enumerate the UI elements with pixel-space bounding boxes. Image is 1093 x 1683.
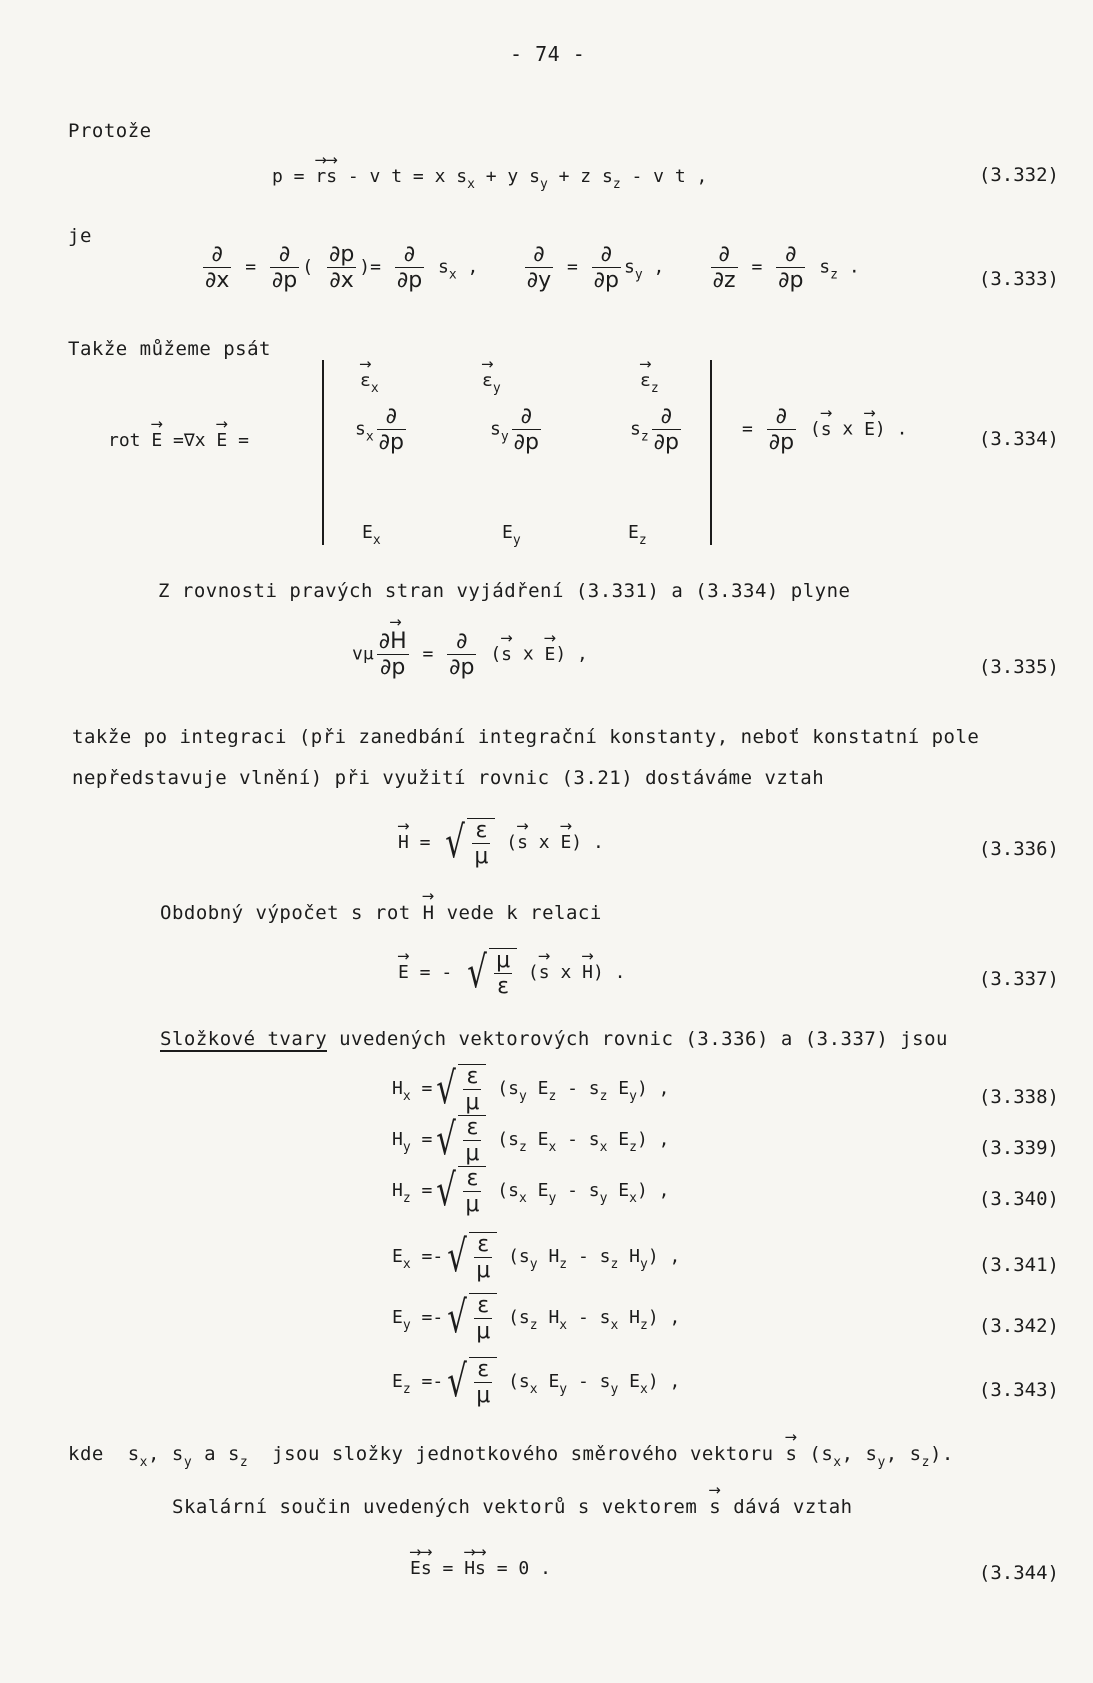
component-body: ($s_y$ $H_z - s_z$ $H_y$) , xyxy=(508,1246,681,1273)
paragraph-integrace-2: nepředstavuje vlnění) při využití rovnic (3.21) dostáváme vztah xyxy=(72,767,825,789)
eq-number-3-334: (3.334) xyxy=(978,428,1059,450)
eq-number-3-336: (3.336) xyxy=(978,838,1059,860)
paragraph-integrace-1: takže po integraci (při zanedbání integrační konstanty, neboť konstatní pole xyxy=(72,726,980,748)
eq-number-component: (3.339) xyxy=(978,1137,1059,1159)
equation-3-333: $\frac{\partial}{\partial x}$ = $\frac{\partial}{\partial p}$ ( $\frac{\partial p}{\partial x}$ )= $\frac{\partial}{\partial p}$ $s_x$ , $\frac{\partial}{\partial y}$ = $\frac{\partial}{\partial p}$ $s_y$ , $\frac{\partial}{\partial z}$ = $\frac{\partial}{\partial p}$ $s_z$ . xyxy=(205,242,860,294)
component-body: ($s_x$ $E_y - s_y$ $E_x$) , xyxy=(497,1180,670,1207)
eq332-tail3: - v t , xyxy=(620,166,708,187)
eq332-lhs: p = xyxy=(272,166,316,187)
equation-3-337: → E = - √ $\frac{\mu}{\varepsilon}$ (→ s x → H) . xyxy=(398,948,625,998)
eq334-rhs: = $\frac{\partial}{\partial p}$ (→ s x → E) . xyxy=(742,405,907,454)
paragraph-slozkove: Složkové tvary uvedených vektorových rovnic (3.336) a (3.337) jsou xyxy=(160,1028,948,1050)
component-body: ($s_y$ $E_z - s_z$ $E_y$) , xyxy=(497,1078,670,1105)
paragraph-je: je xyxy=(68,225,92,247)
component-equation: $H_z$ = √ $\frac{\varepsilon}{\mu}$ ($s_x$ $E_y - s_y$ $E_x$) , xyxy=(392,1165,670,1218)
equation-3-335: vμ $\frac{\partial\to H}{\partial p}$ = $\frac{\partial}{\partial p}$ (→ s x → E) , xyxy=(352,630,588,679)
eq-number-component: (3.342) xyxy=(978,1315,1059,1337)
paragraph-kde: kde $s_x$, $s_y$ a $s_z$ jsou složky jednotkového směrového vektoru → s ($s_x$, $s_y$, $s_z$). xyxy=(68,1443,954,1470)
paragraph-rovnost: Z rovnosti pravých stran vyjádření (3.331) a (3.334) plyne xyxy=(158,580,851,602)
eq-number-3-344: (3.344) xyxy=(978,1562,1059,1584)
equation-3-336: → H = √ $\frac{\varepsilon}{\mu}$ (→ s x → E) . xyxy=(398,818,604,868)
det-row3-col3: $E_z$ xyxy=(628,522,647,548)
component-equation: $H_y$ = √ $\frac{\varepsilon}{\mu}$ ($s_z$ $E_x - s_x$ $E_z$) , xyxy=(392,1114,670,1167)
determinant-right-bar xyxy=(710,360,712,545)
component-equation: $E_x$ =- √ $\frac{\varepsilon}{\mu}$ ($s_y$ $H_z - s_z$ $H_y$) , xyxy=(392,1231,681,1284)
eq332-tail: + y s xyxy=(474,166,540,187)
det-row3-col1: $E_x$ xyxy=(362,522,381,548)
equation-3-332: p = → r→ s - v t = x $s_x + y$ $s_y + z$ $s_z$ - v t , xyxy=(272,166,707,192)
component-body: ($s_z$ $E_x - s_x$ $E_z$) , xyxy=(497,1129,670,1156)
paragraph-obdobny: Obdobný výpočet s rot → H vede k relaci xyxy=(160,902,602,924)
component-body: ($s_x$ $E_y - s_y$ $E_x$) , xyxy=(508,1371,681,1398)
eq-number-component: (3.338) xyxy=(978,1086,1059,1108)
eq334-lhs: rot → E =∇x → E = xyxy=(108,430,249,451)
eq-number-3-333: (3.333) xyxy=(978,268,1059,290)
paragraph-takze: Takže můžeme psát xyxy=(68,338,271,360)
eq-number-3-332: (3.332) xyxy=(978,164,1059,186)
component-body: ($s_z$ $H_x - s_x$ $H_z$) , xyxy=(508,1307,681,1334)
det-row2-col3: $s_z$ $\frac{\partial}{\partial p}$ xyxy=(630,404,680,456)
eq-number-3-337: (3.337) xyxy=(978,968,1059,990)
det-row3-col2: $E_y$ xyxy=(502,522,521,548)
det-row1-col1: → $\varepsilon_x$ xyxy=(360,370,379,396)
equation-3-344: → E→ s = → H→ s = 0 . xyxy=(410,1558,551,1579)
eq332-tail2: + z s xyxy=(547,166,613,187)
eq-number-component: (3.341) xyxy=(978,1254,1059,1276)
paragraph-protoze: Protože xyxy=(68,120,152,142)
eq-number-3-335: (3.335) xyxy=(978,656,1059,678)
determinant-left-bar xyxy=(322,360,324,545)
component-equation: $E_z$ =- √ $\frac{\varepsilon}{\mu}$ ($s_x$ $E_y - s_y$ $E_x$) , xyxy=(392,1356,681,1409)
det-row1-col2: → $\varepsilon_y$ xyxy=(482,370,501,396)
det-row2-col1: $s_x$ $\frac{\partial}{\partial p}$ xyxy=(355,404,405,456)
paragraph-skalarni: Skalární součin uvedených vektorů s vektorem → s dává vztah xyxy=(172,1496,853,1518)
component-equation: $E_y$ =- √ $\frac{\varepsilon}{\mu}$ ($s_z$ $H_x - s_x$ $H_z$) , xyxy=(392,1292,681,1345)
det-row1-col3: → $\varepsilon_z$ xyxy=(640,370,659,396)
eq-number-component: (3.340) xyxy=(978,1188,1059,1210)
component-equation: $H_x$ = √ $\frac{\varepsilon}{\mu}$ ($s_y$ $E_z - s_z$ $E_y$) , xyxy=(392,1063,670,1116)
det-row2-col2: $s_y$ $\frac{\partial}{\partial p}$ xyxy=(490,404,540,456)
eq-number-component: (3.343) xyxy=(978,1379,1059,1401)
page-number: - 74 - xyxy=(510,42,586,66)
eq332-mid: - v t = x s xyxy=(337,166,468,187)
